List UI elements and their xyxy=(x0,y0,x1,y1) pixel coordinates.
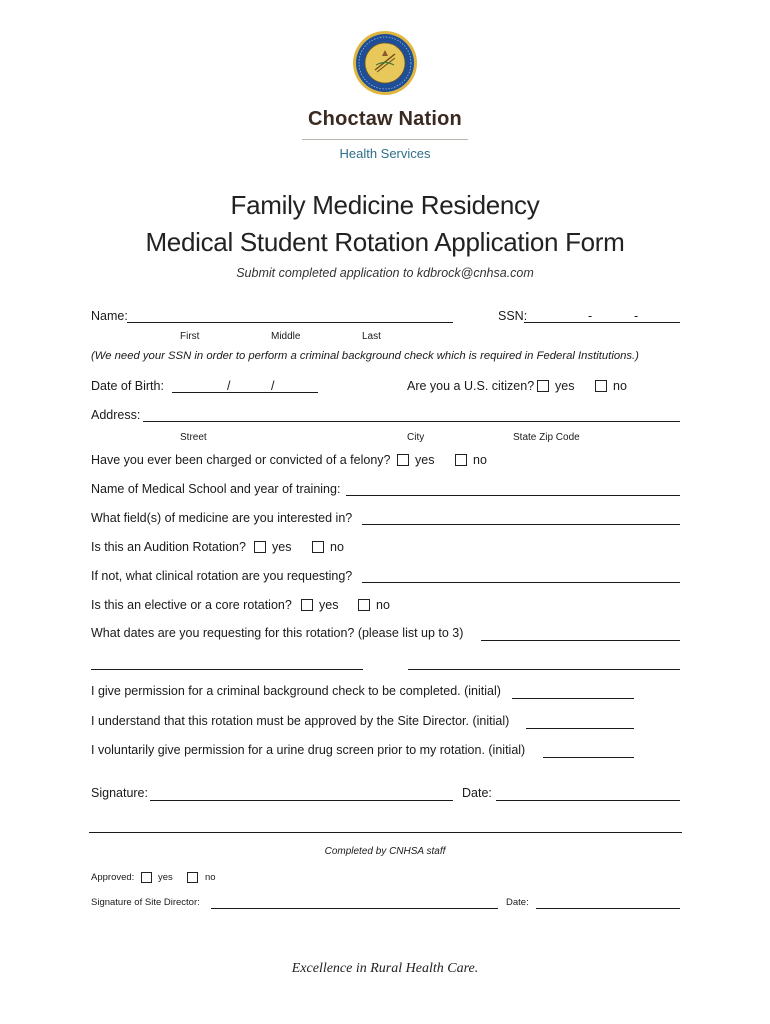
approved-yes-label: yes xyxy=(158,872,173,883)
address-field[interactable] xyxy=(143,421,680,422)
address-label: Address: xyxy=(91,408,141,422)
citizen-yes-checkbox[interactable] xyxy=(537,380,549,392)
ssn-label: SSN: xyxy=(498,309,528,323)
staff-section-heading: Completed by CNHSA staff xyxy=(324,846,446,857)
address-state-zip-caption: State Zip Code xyxy=(513,432,580,443)
dob-field[interactable] xyxy=(172,392,318,393)
organization-subtitle: Health Services xyxy=(339,146,431,161)
rotation-dates-label: What dates are you requesting for this rotation? (please list up to 3) xyxy=(91,626,464,640)
name-last-caption: Last xyxy=(362,331,381,342)
ssn-field[interactable] xyxy=(524,322,680,323)
field-of-interest-field[interactable] xyxy=(362,524,680,525)
felony-no-label: no xyxy=(473,453,487,467)
audition-question: Is this an Audition Rotation? xyxy=(91,540,246,554)
name-label: Name: xyxy=(91,309,128,323)
clinical-rotation-label: If not, what clinical rotation are you requesting? xyxy=(91,569,353,583)
site-director-date-field[interactable] xyxy=(536,908,680,909)
rotation-date-3-field[interactable] xyxy=(408,669,680,670)
dob-slash-1: / xyxy=(227,379,231,393)
organization-name: Choctaw Nation xyxy=(308,108,462,130)
form-title-line1: Family Medicine Residency xyxy=(230,190,540,220)
audition-yes-label: yes xyxy=(272,540,292,554)
footer-tagline: Excellence in Rural Health Care. xyxy=(291,961,479,976)
citizen-no-checkbox[interactable] xyxy=(595,380,607,392)
name-field[interactable] xyxy=(127,322,453,323)
staff-section-divider xyxy=(89,832,682,833)
rotation-date-2-field[interactable] xyxy=(91,669,363,670)
citizen-no-label: no xyxy=(613,379,627,393)
dob-label: Date of Birth: xyxy=(91,379,164,393)
site-director-signature-field[interactable] xyxy=(211,908,498,909)
address-city-caption: City xyxy=(407,432,425,443)
drug-screen-initial-field[interactable] xyxy=(543,757,634,758)
background-check-initial-field[interactable] xyxy=(512,698,634,699)
approved-no-checkbox[interactable] xyxy=(187,872,198,883)
ssn-explanation: (We need your SSN in order to perform a criminal background check which is required in Federal Institutions.) xyxy=(91,350,639,362)
elective-core-question: Is this an elective or a core rotation? xyxy=(91,598,292,612)
address-street-caption: Street xyxy=(180,432,207,443)
rotation-date-1-field[interactable] xyxy=(481,640,680,641)
audition-no-label: no xyxy=(330,540,344,554)
medical-school-label: Name of Medical School and year of training: xyxy=(91,482,341,496)
signature-label: Signature: xyxy=(91,786,148,800)
site-director-signature-label: Signature of Site Director: xyxy=(91,897,200,908)
elective-yes-checkbox[interactable] xyxy=(301,599,313,611)
approved-no-label: no xyxy=(205,872,216,883)
site-director-initial-field[interactable] xyxy=(526,728,634,729)
felony-yes-label: yes xyxy=(415,453,435,467)
background-check-permission: I give permission for a criminal background check to be completed. (initial) xyxy=(91,684,501,698)
elective-no-label: no xyxy=(376,598,390,612)
felony-yes-checkbox[interactable] xyxy=(397,454,409,466)
signature-date-field[interactable] xyxy=(496,800,680,801)
audition-yes-checkbox[interactable] xyxy=(254,541,266,553)
signature-field[interactable] xyxy=(150,800,453,801)
felony-question: Have you ever been charged or convicted of a felony? xyxy=(91,453,391,467)
felony-no-checkbox[interactable] xyxy=(455,454,467,466)
signature-date-label: Date: xyxy=(462,786,492,800)
elective-no-checkbox[interactable] xyxy=(358,599,370,611)
site-director-date-label: Date: xyxy=(506,897,529,908)
ssn-dash-1: - xyxy=(588,309,593,323)
form-title-line2: Medical Student Rotation Application Form xyxy=(145,227,625,257)
name-middle-caption: Middle xyxy=(271,331,301,342)
clinical-rotation-field[interactable] xyxy=(362,582,680,583)
citizen-yes-label: yes xyxy=(555,379,575,393)
medical-school-field[interactable] xyxy=(346,495,680,496)
approved-label: Approved: xyxy=(91,872,135,883)
dob-slash-2: / xyxy=(271,379,275,393)
citizen-question: Are you a U.S. citizen? xyxy=(407,379,535,393)
elective-yes-label: yes xyxy=(319,598,339,612)
submit-instructions: Submit completed application to kdbrock@cnhsa.com xyxy=(236,266,534,280)
audition-no-checkbox[interactable] xyxy=(312,541,324,553)
drug-screen-permission: I voluntarily give permission for a urine drug screen prior to my rotation. (initial) xyxy=(91,743,526,757)
field-of-interest-label: What field(s) of medicine are you interested in? xyxy=(91,511,353,525)
logo-divider xyxy=(302,139,468,140)
site-director-approval-statement: I understand that this rotation must be approved by the Site Director. (initial) xyxy=(91,714,510,728)
name-first-caption: First xyxy=(180,331,200,342)
approved-yes-checkbox[interactable] xyxy=(141,872,152,883)
choctaw-nation-seal-icon xyxy=(352,30,418,96)
ssn-dash-2: - xyxy=(634,309,639,323)
